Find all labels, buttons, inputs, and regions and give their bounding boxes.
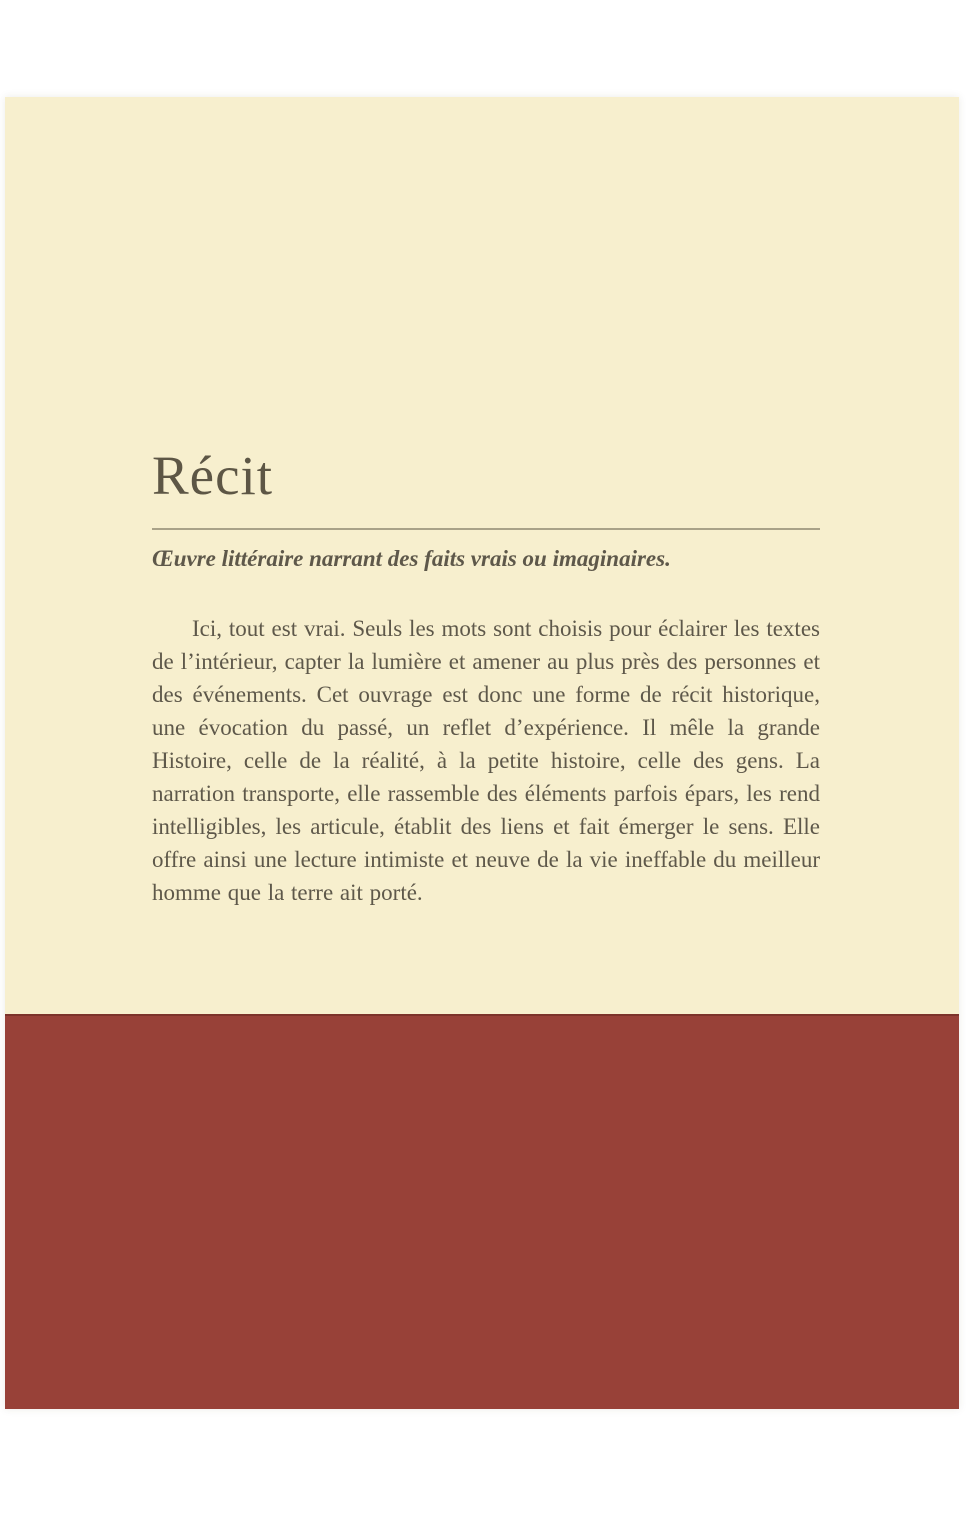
page-title: Récit — [152, 445, 274, 506]
title-rule — [152, 528, 820, 530]
red-band — [5, 1014, 959, 1409]
text-block — [152, 97, 820, 909]
body-paragraph: Ici, tout est vrai. Seuls les mots sont choisis pour éclairer les textes de l’intérieur, capter la lumière et amener au plus près des personnes et des événements. Cet ouvrage est donc une forme de récit historique, une évocation du passé, un reflet d’expérience. Il mêle la grande Histoire, celle de la réalité, à la petite histoire, celle des gens. La narration transporte, elle rassemble des éléments parfois épars, les rend intelligibles, les articule, établit des liens et fait émerger le sens. Elle offre ainsi une lecture intimiste et neuve de la vie ineffable du meilleur homme que la terre ait porté. — [152, 616, 820, 905]
paper-section — [5, 97, 959, 1014]
book-page — [5, 97, 959, 1409]
definition-text: Œuvre littéraire narrant des faits vrais ou imaginaires. — [152, 546, 671, 571]
